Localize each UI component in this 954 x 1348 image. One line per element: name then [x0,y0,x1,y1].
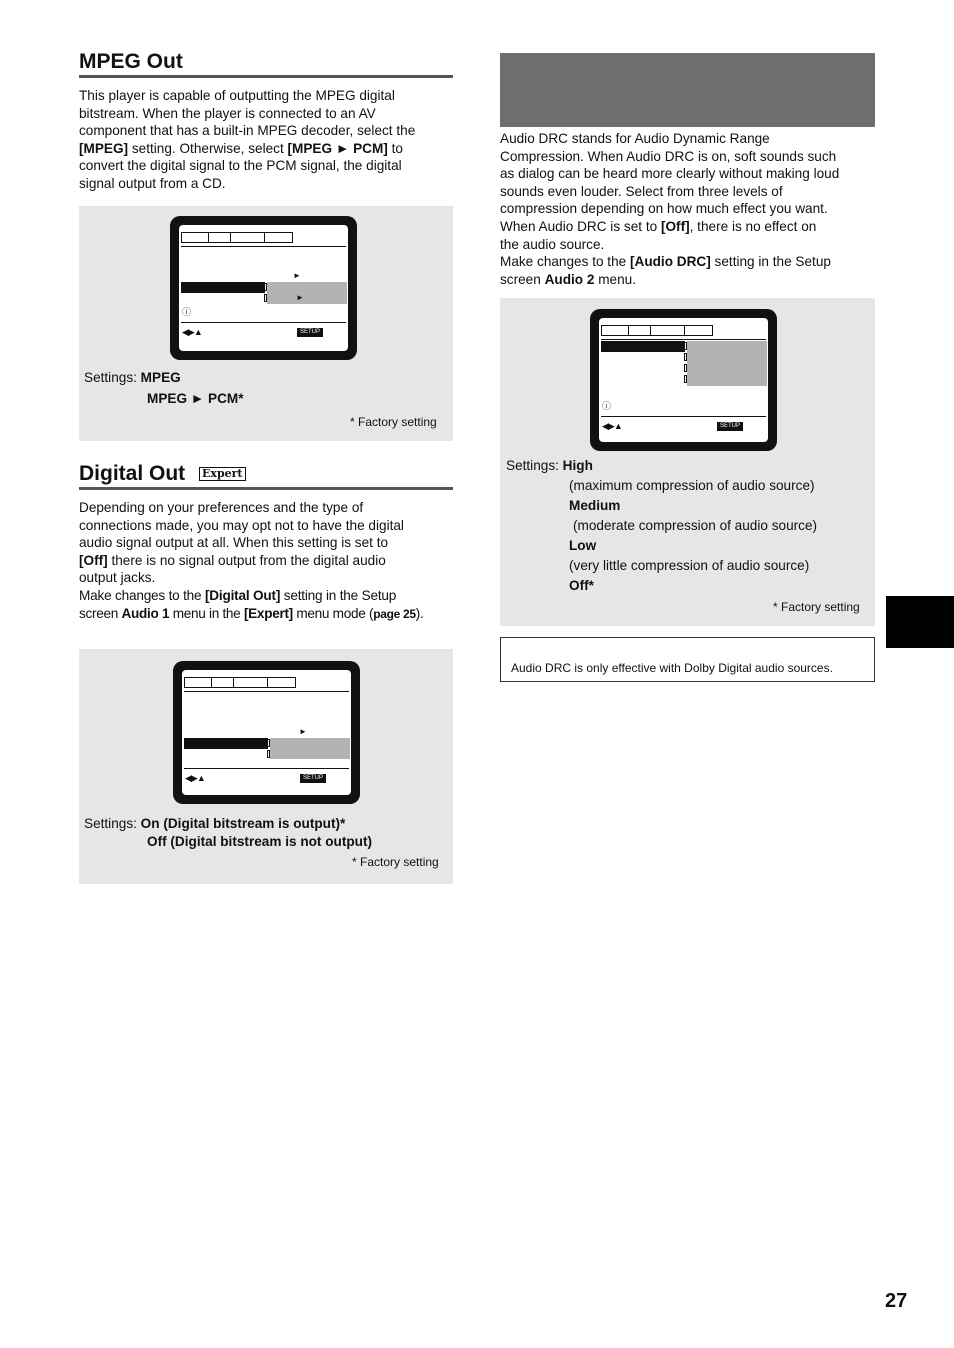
menu-tab [208,232,230,243]
setup-badge: SETUP [300,774,326,783]
expert-mode-ref: [Expert] [243,605,293,621]
mpeg-option-ref: [MPEG] [79,140,129,156]
mpeg-out-settings [84,368,181,388]
audio-drc-line-8-end: setting in the Setup [710,254,831,270]
digital-out-line-7-text: screen [79,605,122,621]
digital-out-line-2: connections made, you may opt not to have the digital [79,517,404,533]
setting-high: High [562,458,593,473]
option-marker [264,294,267,302]
navigation-arrows-icon: ◀▶▲ [602,421,622,431]
digital-out-line-6-end: setting in the Setup [280,587,397,603]
option-area [687,341,767,386]
audio-drc-line-6 [500,218,880,236]
setting-off-row [569,576,817,596]
factory-setting-note: * Factory setting [350,415,437,429]
settings-label: Settings: [84,370,141,385]
menu-tab [230,232,264,243]
digital-out-line-4 [79,552,459,570]
menu-tab [264,232,293,243]
off-option-ref: [Off] [79,552,108,568]
menu-tab [233,677,267,688]
audio-drc-line-2: Compression. When Audio DRC is on, soft sounds such [500,148,837,164]
navigation-arrows-icon: ◀▶▲ [185,773,205,783]
menu-tab [628,325,650,336]
page-number: 27 [885,1290,908,1312]
settings-label: Settings: [506,458,563,473]
option-marker [684,375,687,383]
audio-drc-description [500,130,880,288]
menu-tab [211,677,233,688]
audio-drc-line-1: Audio DRC stands for Audio Dynamic Range [500,131,770,146]
audio-drc-line-6-text: When Audio DRC is set to [500,218,661,234]
audio-drc-line-4: sounds even louder. Select from three levels of [500,183,783,199]
audio-1-menu-ref: Audio 1 [121,605,170,621]
setting-medium: Medium [569,498,621,513]
audio-drc-line-8-text: Make changes to the [500,254,630,270]
menu-tab [684,325,713,336]
menu-tabs [181,232,293,243]
play-arrow-icon: ► [296,293,304,302]
mpeg-out-line-4-end: to [387,140,403,156]
factory-setting-note: * Factory setting [773,600,860,614]
menu-tab [650,325,684,336]
digital-out-line-6 [79,587,459,605]
mpeg-out-title: MPEG Out [79,50,183,73]
digital-out-line-3: audio signal output at all. When this setting is set to [79,535,389,551]
option-marker [264,283,267,291]
digital-out-line-6-text: Make changes to the [79,587,205,603]
digital-out-line-7 [79,605,459,624]
mpeg-out-screen-illustration [170,216,357,360]
menu-tab [184,677,211,688]
factory-setting-note: * Factory setting [352,855,439,869]
audio-drc-line-8 [500,253,880,271]
audio-drc-line-9-text: screen [500,271,545,287]
digital-out-settings [84,814,345,834]
digital-out-line-7-end: ). [415,605,424,621]
mpeg-out-line-4 [79,140,459,158]
setting-low: Low [569,538,597,553]
digital-out-line-5: output jacks. [79,570,156,586]
menu-divider [181,322,346,323]
selected-row [184,738,268,749]
mpeg-out-line-2: bitstream. When the player is connected to an AV [79,105,376,121]
audio-drc-line-9-end: menu. [594,271,636,287]
note-box [500,637,875,682]
digital-out-setting-ref: [Digital Out] [204,587,281,603]
audio-drc-line-6-end: , there is no effect on [689,218,817,234]
option-marker [267,750,270,758]
off-option-ref: [Off] [660,218,690,234]
tv-screen [599,318,768,442]
chapter-side-tab [886,596,954,648]
note-text: Audio DRC is only effective with Dolby Digital audio sources. [511,661,833,675]
expert-badge: Expert [199,467,246,481]
mpeg-out-line-4-text: setting. Otherwise, select [128,140,288,156]
menu-tabs [601,325,713,336]
digital-out-line-7-mid: menu in the [169,605,244,621]
settings-label: Settings: [84,816,141,831]
tv-screen [179,225,348,351]
digital-out-rule [79,487,453,490]
menu-divider [184,691,349,692]
audio-drc-settings [506,456,593,476]
mpeg-out-settings-row-2 [147,389,244,409]
audio-drc-line-3: as dialog can be heard more clearly without making loud [500,166,840,182]
menu-tab [181,232,208,243]
mpeg-out-rule [79,75,453,78]
mpeg-out-description [79,87,459,193]
digital-out-title: Digital Out [79,462,186,485]
tv-screen [182,670,351,795]
setting-off: Off (Digital bitstream is not output) [147,834,373,849]
option-marker [684,364,687,372]
audio-drc-line-5: compression depending on how much effect you want. [500,201,828,217]
menu-divider [181,246,346,247]
mpeg-out-settings-row-1 [84,368,181,388]
audio-drc-line-7: the audio source. [500,236,605,252]
section-header-banner [500,53,875,127]
setting-medium-row [569,496,817,516]
mpeg-out-line-6: signal output from a CD. [79,175,226,191]
menu-tabs [184,677,296,688]
setup-badge: SETUP [297,328,323,337]
menu-tab [601,325,628,336]
option-marker [684,342,687,350]
audio-drc-screen-illustration [590,309,777,451]
mpeg-out-line-5: convert the digital signal to the PCM signal, the digital [79,158,402,174]
digital-out-line-7-mid2: menu mode ( [292,605,374,621]
menu-divider [601,339,766,340]
option-area [267,282,347,304]
setting-on: On (Digital bitstream is output)* [140,816,346,831]
option-marker [684,353,687,361]
mpeg-pcm-option-ref: [MPEG ► PCM] [287,140,388,156]
navigation-arrows-icon: ◀▶▲ [182,327,202,337]
info-icon: ⓘ [182,307,192,317]
digital-out-line-1: Depending on your preferences and the type of [79,500,364,515]
mpeg-out-line-1: This player is capable of outputting the MPEG digital [79,88,395,103]
info-icon: ⓘ [602,401,612,411]
setting-low-row [569,536,817,556]
menu-tab [267,677,296,688]
selected-row [601,341,685,352]
audio-2-menu-ref: Audio 2 [544,271,595,287]
setting-medium-description: (moderate compression of audio source) [573,518,818,533]
play-arrow-icon: ► [299,727,307,736]
setting-high-description: (maximum compression of audio source) [569,478,815,493]
menu-divider [184,768,349,769]
page-reference-link[interactable]: page 25 [373,606,416,621]
audio-drc-line-9 [500,271,880,289]
audio-drc-setting-ref: [Audio DRC] [629,254,711,270]
option-marker [267,739,270,747]
digital-out-line-4-text: there is no signal output from the digital audio [107,552,386,568]
mpeg-out-line-3: component that has a built-in MPEG decoder, select the [79,123,416,139]
digital-out-description [79,499,459,623]
audio-drc-settings-list [569,476,817,596]
setting-low-description: (very little compression of audio source) [569,558,810,573]
setting-off: Off* [569,578,594,593]
menu-divider [601,416,766,417]
digital-out-screen-illustration [173,661,360,804]
selected-row [181,282,265,293]
option-area [270,738,350,759]
setting-mpeg: MPEG [140,370,181,385]
setting-mpeg-pcm: MPEG ► PCM* [147,391,244,406]
setup-badge: SETUP [717,422,743,431]
digital-out-settings-row-2 [147,832,372,852]
play-arrow-icon: ► [293,271,301,280]
